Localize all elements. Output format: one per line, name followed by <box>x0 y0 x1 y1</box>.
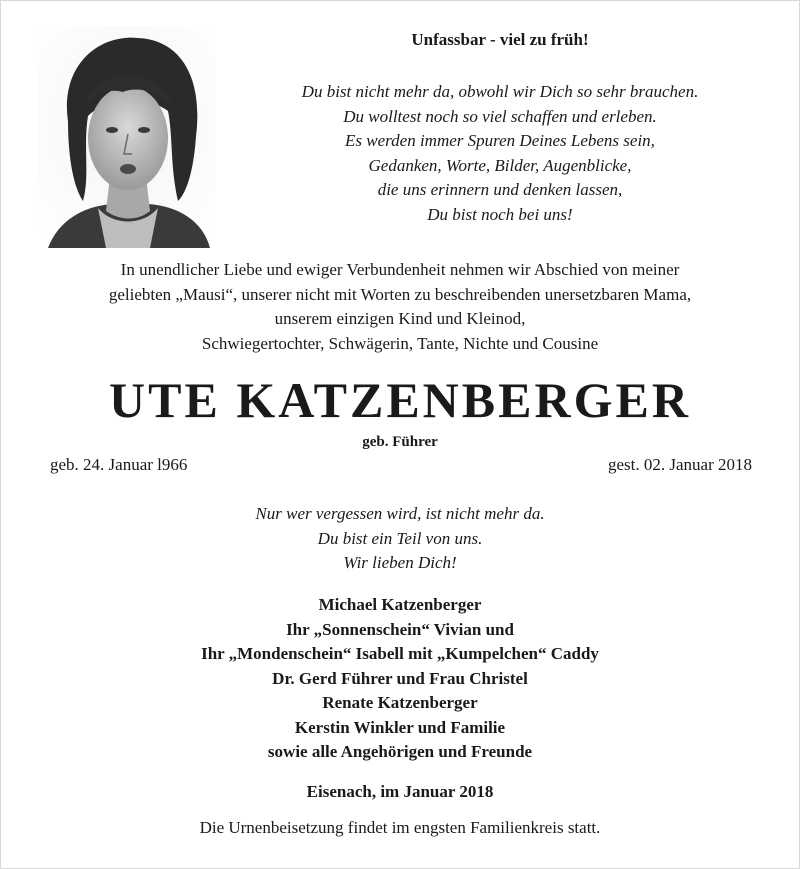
mourner: Michael Katzenberger <box>318 595 482 614</box>
place-date: Eisenach, im Januar 2018 <box>306 782 494 801</box>
deceased-name: UTE KATZENBERGER <box>109 372 691 428</box>
poem-line: Du wolltest noch so viel schaffen und erleben. <box>343 106 657 126</box>
quote-line: Du bist ein Teil von uns. <box>317 528 483 548</box>
portrait-photo <box>38 26 216 248</box>
burial-note: Die Urnenbeisetzung findet im engsten Familienkreis statt. <box>199 818 601 837</box>
poem-line: Gedanken, Worte, Bilder, Augenblicke, <box>368 155 632 175</box>
poem-line: Du bist noch bei uns! <box>427 204 573 224</box>
birth-name: geb. Führer <box>362 434 438 450</box>
mourner: Dr. Gerd Führer und Frau Christel <box>272 668 528 688</box>
death-date: gest. 02. Januar 2018 <box>607 455 752 474</box>
farewell-text <box>20 258 780 356</box>
quote-line: Nur wer vergessen wird, ist nicht mehr da. <box>255 504 545 523</box>
mourner: Ihr „Sonnenschein“ Vivian und <box>286 619 514 639</box>
mourner: Renate Katzenberger <box>322 693 478 712</box>
headline: Unfassbar - viel zu früh! <box>411 30 589 49</box>
poem <box>250 80 750 227</box>
poem-line: Es werden immer Spuren Deines Lebens sein, <box>345 131 655 150</box>
memorial-quote <box>0 502 800 576</box>
birth-date: geb. 24. Januar l966 <box>50 455 188 474</box>
mourners-list <box>0 593 800 765</box>
farewell-line: unserem einzigen Kind und Kleinod, <box>274 309 526 328</box>
mourner: Ihr „Mondenschein“ Isabell mit „Kumpelchen“ Caddy <box>201 644 599 663</box>
mourner: sowie alle Angehörigen und Freunde <box>267 742 533 761</box>
farewell-line: geliebten „Mausi“, unserer nicht mit Worten zu beschreibenden unersetzbaren Mama, <box>108 284 692 304</box>
mourner: Kerstin Winkler und Familie <box>294 717 506 737</box>
farewell-line: In unendlicher Liebe und ewiger Verbundenheit nehmen wir Abschied von meiner <box>120 260 680 279</box>
poem-line: die uns erinnern und denken lassen, <box>377 180 623 199</box>
farewell-line: Schwiegertochter, Schwägerin, Tante, Nichte und Cousine <box>201 333 599 353</box>
poem-line: Du bist nicht mehr da, obwohl wir Dich so sehr brauchen. <box>301 82 699 101</box>
quote-line: Wir lieben Dich! <box>343 553 457 572</box>
